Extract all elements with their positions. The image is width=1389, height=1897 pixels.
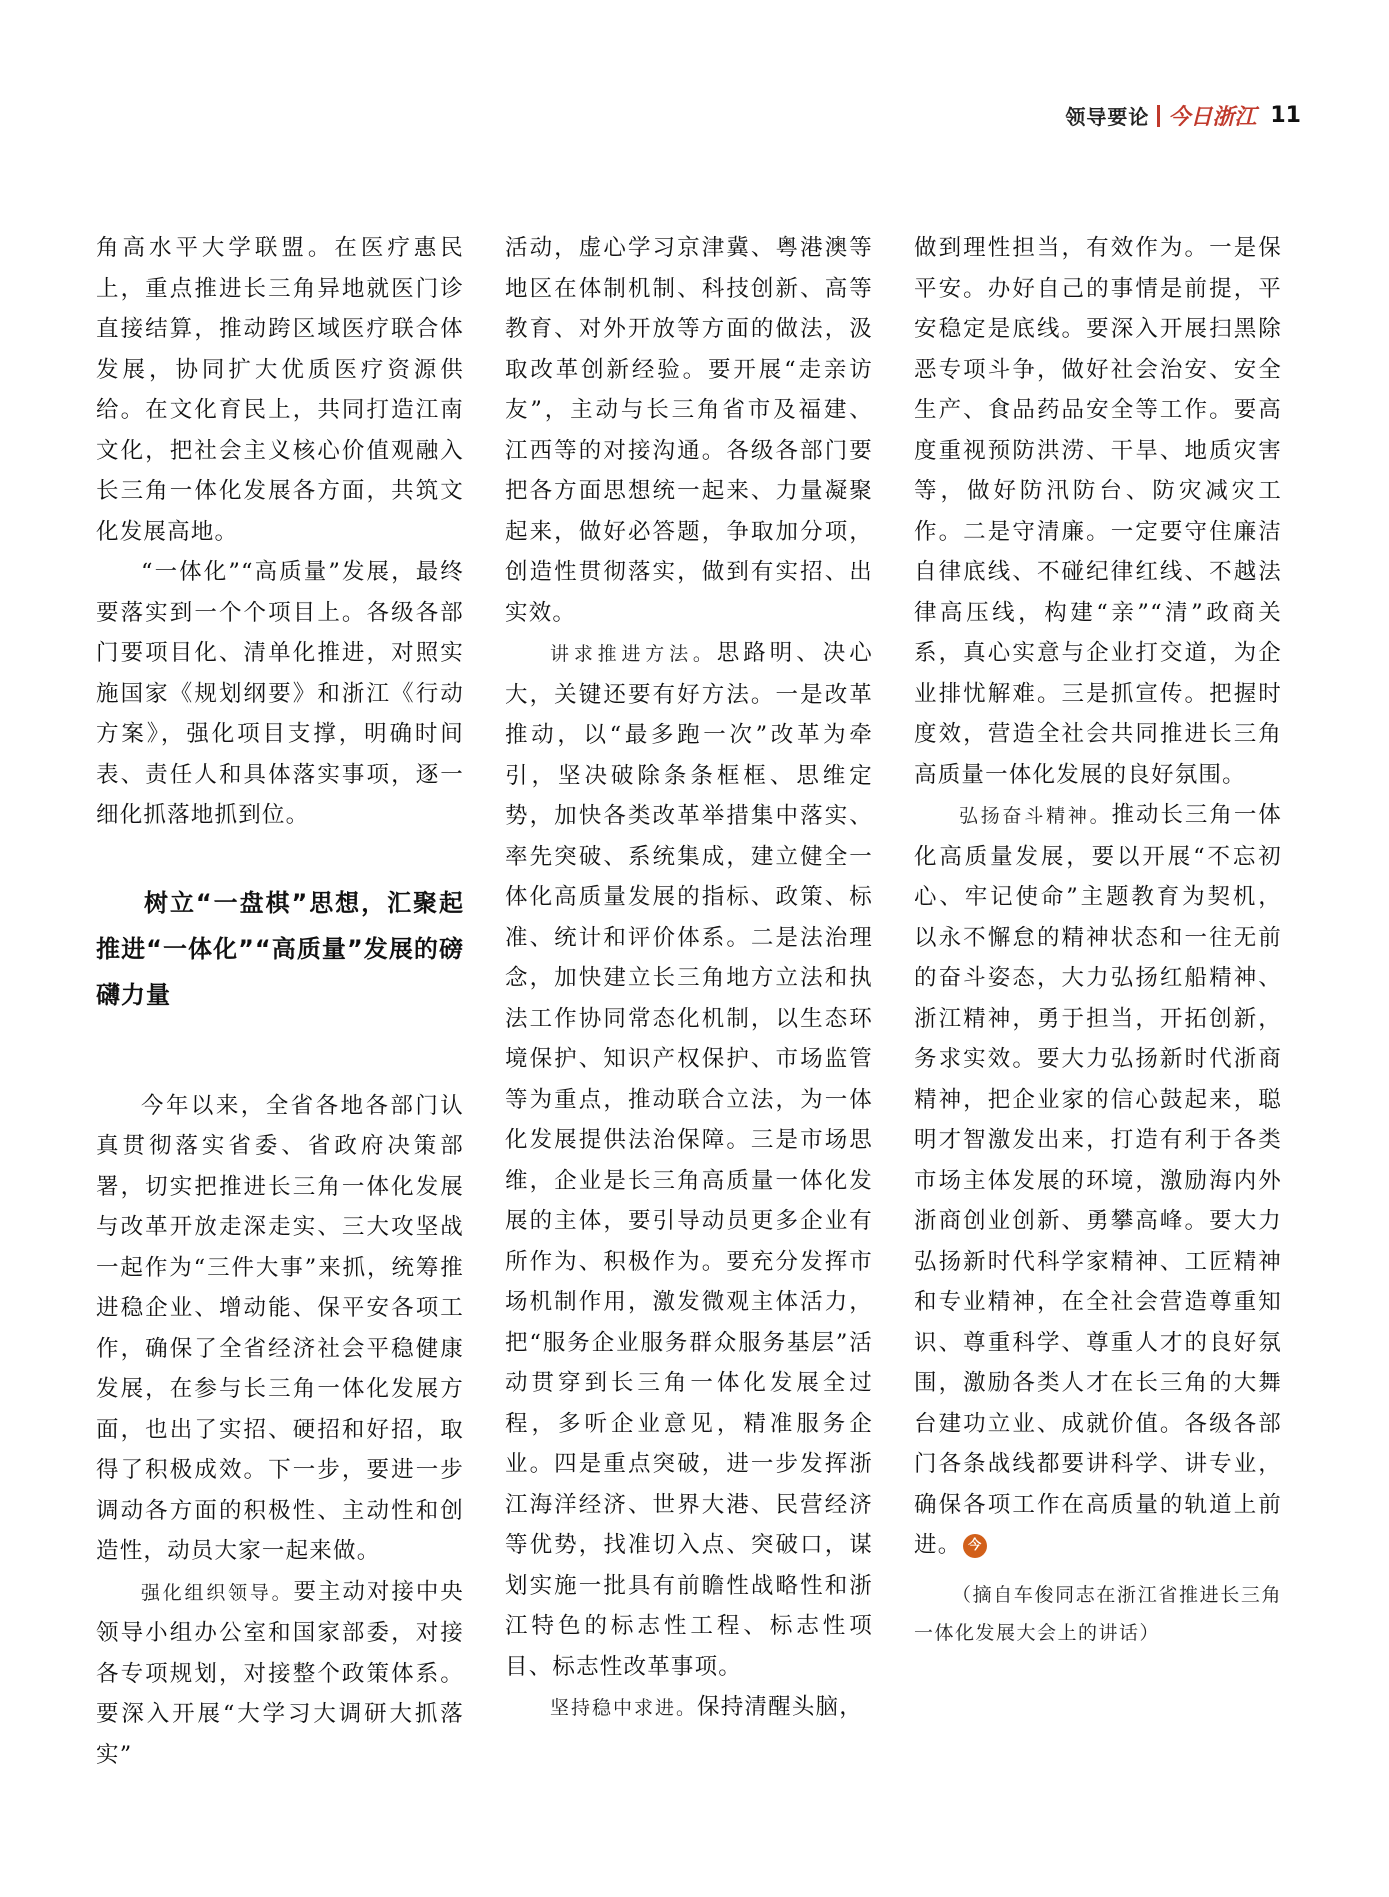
header-divider	[1157, 105, 1160, 127]
paragraph	[505, 1687, 873, 1729]
section-title: 领导要论	[1065, 105, 1150, 129]
paragraph-text: 思路明、决心大，关键还要有好方法。一是改革推动，以“最多跑一次”改革为牵引，坚决破除条条框框、思维定势，加快各类改革举措集中落实、率先突破、系统集成，建立健全一体化高质量发展的指标、政策、标准、统计和评价体系。二是法治理念，加快建立长三角地方立法和执法工作协同常态化机制，以生态环境保护、知识产权保护、市场监管等为重点，推动联合立法，为一体化发展提供法治保障。三是市场思维，企业是长三角高质量一体化发展的主体，要引导动员更多企业有所作为、积极作为。要充分发挥市场机制作用，激发微观主体活力，把“服务企业服务群众服务基层”活动贯穿到长三角一体化发展全过程，多听企业意见，精准服务企业。四是重点突破，进一步发挥浙江海洋经济、世界大港、民营经济等优势，找准切入点、突破口，谋划实施一批具有前瞻性战略性和浙江特色的标志性工程、标志性项目、标志性改革事项。	[505, 640, 873, 1680]
paragraph-text: 要主动对接中央领导小组办公室和国家部委，对接各专项规划，对接整个政策体系。要深入开展“大学习大调研大抓落实”	[96, 1578, 464, 1768]
page-header	[1065, 100, 1301, 131]
end-mark-icon: 今	[963, 1534, 987, 1558]
article-body	[96, 228, 1282, 1768]
source-note: （摘自车俊同志在浙江省推进长三角一体化发展大会上的讲话）	[914, 1583, 1282, 1644]
paragraph: 今年以来，全省各地各部门认真贯彻落实省委、省政府决策部署，切实把推进长三角一体化发展与改革开放走深走实、三大攻坚战一起作为“三件大事”来抓，统筹推进稳企业、增动能、保平安各项工作，确保了全省经济社会平稳健康发展，在参与长三角一体化发展方面，也出了实招、硬招和好招，取得了积极成效。下一步，要进一步调动各方面的积极性、主动性和创造性，动员大家一起来做。	[96, 1092, 464, 1564]
paragraph-text: 保持清醒头脑，	[697, 1694, 863, 1720]
page-number: 11	[1270, 103, 1301, 128]
paragraph	[914, 795, 1282, 1566]
column-3	[914, 228, 1282, 1708]
lead-phrase: 强化组织领导。	[141, 1581, 294, 1604]
magazine-logo: 今日浙江	[1168, 104, 1257, 130]
paragraph: 角高水平大学联盟。在医疗惠民上，重点推进长三角异地就医门诊直接结算，推动跨区域医疗联合体发展，协同扩大优质医疗资源供给。在文化育民上，共同打造江南文化，把社会主义核心价值观融入长三角一体化发展各方面，共筑文化发展高地。	[96, 235, 464, 545]
paragraph: 活动，虚心学习京津冀、粤港澳等地区在体制机制、科技创新、高等教育、对外开放等方面的做法，汲取改革创新经验。要开展“走亲访友”，主动与长三角省市及福建、江西等的对接沟通。各级各部门要把各方面思想统一起来、力量凝聚起来，做好必答题，争取加分项，创造性贯彻落实，做到有实招、出实效。	[505, 235, 873, 626]
paragraph	[96, 1572, 464, 1776]
paragraph: “一体化”“高质量”发展，最终要落实到一个个项目上。各级各部门要项目化、清单化推进，对照实施国家《规划纲要》和浙江《行动方案》，强化项目支撑，明确时间表、责任人和具体落实事项，逐一细化抓落地抓到位。	[96, 559, 464, 828]
paragraph	[505, 633, 873, 1687]
lead-phrase: 讲求推进方法。	[550, 643, 717, 665]
paragraph: 做到理性担当，有效作为。一是保平安。办好自己的事情是前提，平安稳定是底线。要深入开展扫黑除恶专项斗争，做好社会治安、安全生产、食品药品安全等工作。要高度重视预防洪涝、干旱、地质灾害等，做好防汛防台、防灾减灾工作。二是守清廉。一定要守住廉洁自律底线、不碰纪律红线、不越法律高压线，构建“亲”“清”政商关系，真心实意与企业打交道，为企业排忧解难。三是抓宣传。把握时度效，营造全社会共同推进长三角高质量一体化发展的良好氛围。	[914, 235, 1282, 788]
column-1	[96, 228, 464, 1768]
lead-phrase: 坚持稳中求进。	[550, 1697, 698, 1719]
paragraph-text: 推动长三角一体化高质量发展，要以开展“不忘初心、牢记使命”主题教育为契机，以永不懈怠的精神状态和一往无前的奋斗姿态，大力弘扬红船精神、浙江精神，勇于担当，开拓创新，务求实效。要大力弘扬新时代浙商精神，把企业家的信心鼓起来，聪明才智激发出来，打造有利于各类市场主体发展的环境，激励海内外浙商创业创新、勇攀高峰。要大力弘扬新时代科学家精神、工匠精神和专业精神，在全社会营造尊重知识、尊重科学、尊重人才的良好氛围，激励各类人才在长三角的大舞台建功立业、成就价值。各级各部门各条战线都要讲科学、讲专业，确保各项工作在高质量的轨道上前进。	[914, 802, 1282, 1558]
section-heading: 树立“一盘棋”思想，汇聚起推进“一体化”“高质量”发展的磅礴力量	[96, 888, 464, 1009]
column-2	[505, 228, 873, 1720]
lead-phrase: 弘扬奋斗精神。	[959, 805, 1112, 827]
